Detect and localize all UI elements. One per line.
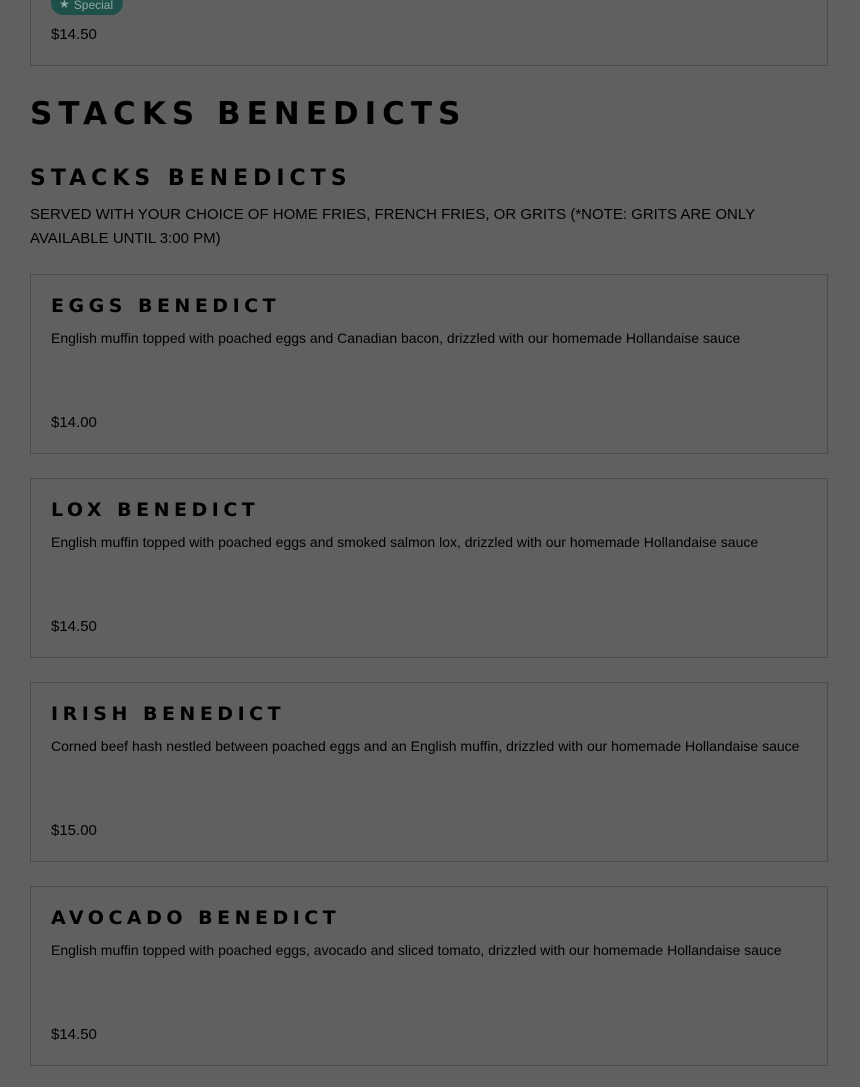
subsection-description: SERVED WITH YOUR CHOICE OF HOME FRIES, FRENCH FRIES, OR GRITS (*NOTE: GRITS ARE ONLY AVAILABLE UNTIL 3:00 PM): [30, 206, 755, 247]
menu-item-price: $15.00: [51, 822, 97, 839]
menu-item-name: AVOCADO BENEDICT: [51, 907, 341, 929]
subsection-title: STACKS BENEDICTS: [30, 166, 352, 191]
special-badge: [51, 0, 123, 15]
menu-item-card[interactable]: [30, 478, 828, 658]
menu-item-description: Corned beef hash nestled between poached eggs and an English muffin, drizzled with our homemade Hollandaise sauce: [51, 738, 800, 754]
menu-item-price: $14.50: [51, 1026, 97, 1043]
menu-item-price: $14.50: [51, 618, 97, 635]
menu-item-card-previous[interactable]: [30, 0, 828, 66]
menu-item-description: English muffin topped with poached eggs and smoked salmon lox, drizzled with our homemade Hollandaise sauce: [51, 534, 759, 550]
special-badge-label: Special: [73, 0, 114, 12]
menu-item-description: English muffin topped with poached eggs and Canadian bacon, drizzled with our homemade Hollandaise sauce: [51, 330, 741, 346]
menu-item-card[interactable]: [30, 274, 828, 454]
menu-item-card[interactable]: [30, 886, 828, 1066]
star-icon: ★: [59, 0, 70, 11]
menu-item-price: $14.50: [51, 26, 97, 43]
menu-item-name: EGGS BENEDICT: [51, 295, 281, 317]
menu-item-name: LOX BENEDICT: [51, 499, 260, 521]
menu-item-card[interactable]: [30, 682, 828, 862]
menu-item-name: IRISH BENEDICT: [51, 703, 286, 725]
menu-item-price: $14.00: [51, 414, 97, 431]
section-title: STACKS BENEDICTS: [30, 96, 467, 132]
menu-item-description: English muffin topped with poached eggs, avocado and sliced tomato, drizzled with our homemade Hollandaise sauce: [51, 942, 782, 958]
